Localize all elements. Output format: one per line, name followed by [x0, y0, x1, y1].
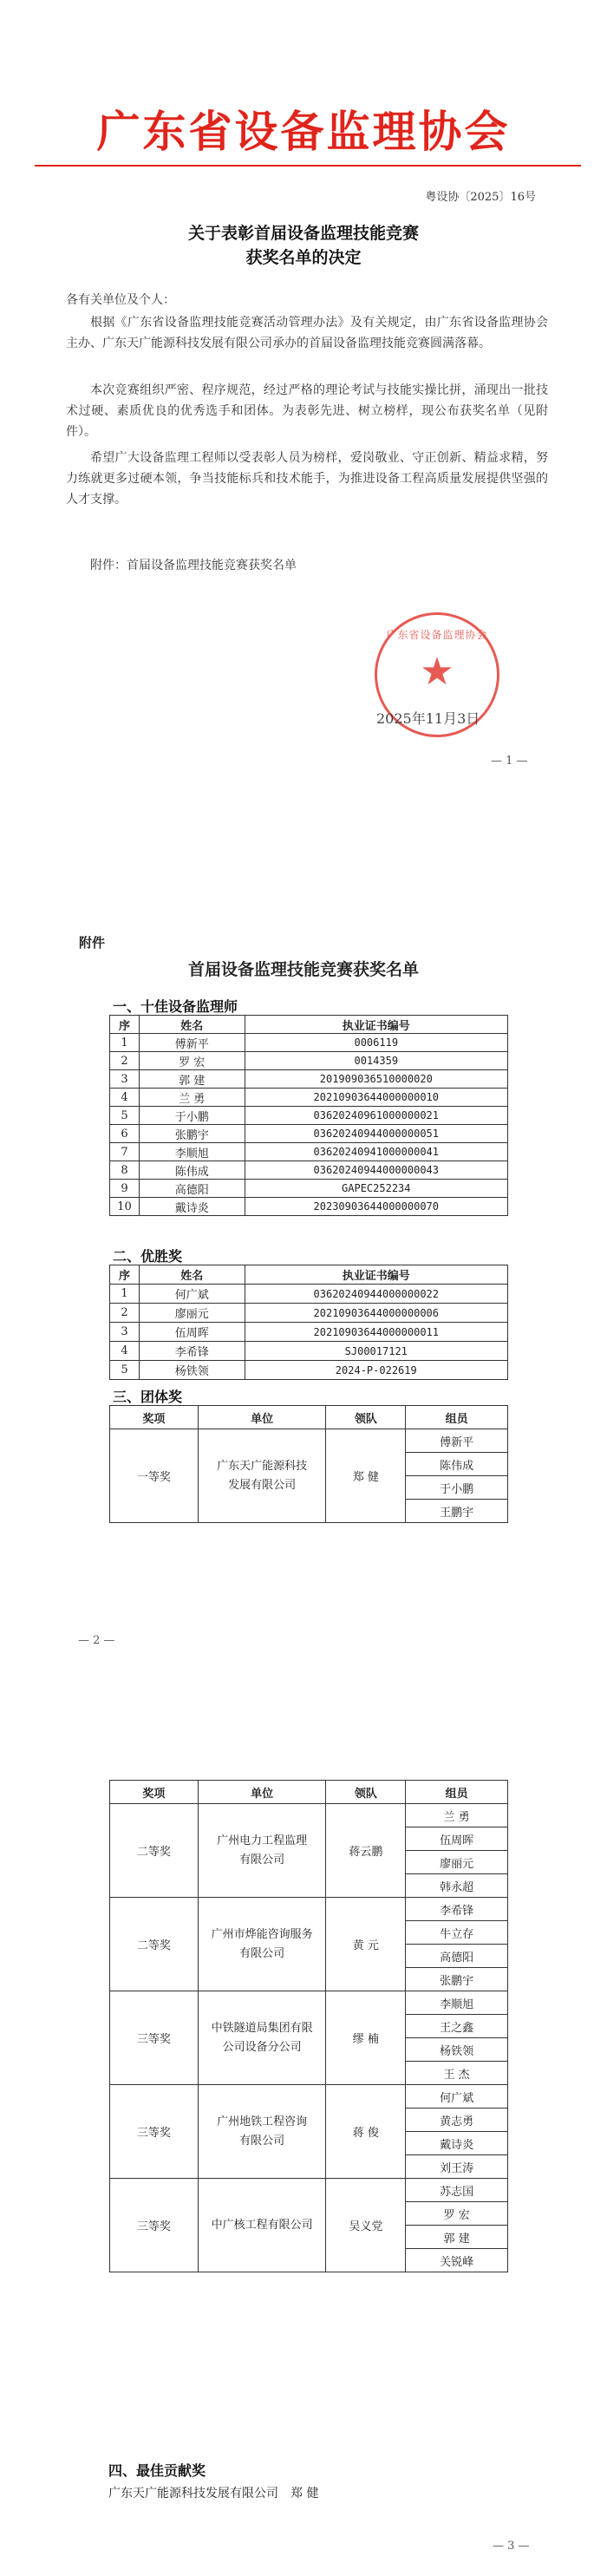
col-header-unit: 单位 [198, 1781, 326, 1804]
cert-number: SJ00017121 [245, 1342, 507, 1361]
award-level: 三等奖 [110, 1991, 199, 2085]
table-header-row [110, 1016, 508, 1034]
table-row [110, 1161, 508, 1180]
award-level: 三等奖 [110, 2085, 199, 2179]
team-unit [198, 2179, 326, 2272]
team-member: 王之鑫 [406, 2015, 508, 2038]
row-number: 4 [110, 1089, 140, 1107]
top10-table [109, 1015, 508, 1216]
cert-number: 20210903644000000011 [245, 1323, 507, 1342]
table-header-row [110, 1265, 508, 1285]
team-unit-line2: 有限公司 [239, 1853, 285, 1867]
team-member: 陈伟成 [406, 1453, 508, 1476]
team-member: 苏志国 [406, 2179, 508, 2202]
team-member: 李希锋 [406, 1898, 508, 1921]
team-member: 张鹏宇 [406, 1968, 508, 1991]
col-header-leader: 领队 [326, 1406, 406, 1429]
cert-number: 201909036510000020 [245, 1070, 507, 1089]
page-number-1: — 1 — [491, 755, 528, 768]
person-name: 傅新平 [139, 1034, 245, 1052]
table-row [110, 1804, 508, 1827]
team-member: 何广斌 [406, 2085, 508, 2109]
team-member: 王鹏宇 [406, 1500, 508, 1523]
org-title: 广东省设备监理协会 [96, 107, 511, 157]
doc-title-line2: 获奖名单的决定 [245, 248, 362, 267]
paragraph-2: 本次竞赛组织严密、程序规范，经过严格的理论考试与技能实操比拼，涌现出一批技术过硬、素质优良的优秀选手和团体。为表彰先进、树立榜样，现公布获奖名单（见附件）。 [66, 383, 548, 439]
col-header-name: 姓名 [139, 1016, 245, 1034]
person-name: 高德阳 [139, 1180, 245, 1198]
col-header-cert: 执业证书编号 [245, 1016, 507, 1034]
team-leader: 蒋 俊 [326, 2085, 406, 2179]
col-header-name: 姓名 [139, 1265, 245, 1285]
person-name: 张鹏宇 [139, 1125, 245, 1143]
team-leader: 吴义党 [326, 2179, 406, 2272]
col-header-no: 序 [110, 1016, 140, 1034]
team-unit-line1: 广州电力工程监理 [217, 1834, 308, 1847]
person-name: 戴诗炎 [139, 1198, 245, 1216]
table-header-row [110, 1781, 508, 1804]
table-row [110, 2085, 508, 2109]
table-row [110, 1198, 508, 1216]
person-name: 廖丽元 [139, 1304, 245, 1323]
person-name: 李顺旭 [139, 1143, 245, 1161]
team-unit [198, 1804, 326, 1898]
table-row [110, 1107, 508, 1125]
team-body [110, 1804, 508, 2272]
table-row [110, 1323, 508, 1342]
team-unit-line2: 发展有限公司 [228, 1478, 297, 1492]
row-number: 7 [110, 1143, 140, 1161]
row-number: 8 [110, 1161, 140, 1180]
team-unit [198, 1898, 326, 1991]
cert-number: 20210903644000000006 [245, 1304, 507, 1323]
cert-number: 0006119 [245, 1034, 507, 1052]
table-row [110, 1429, 508, 1453]
table-row [110, 1125, 508, 1143]
team-member: 伍周晖 [406, 1827, 508, 1851]
team-member: 关锐峰 [406, 2249, 508, 2272]
table-row [110, 1898, 508, 1921]
col-header-award: 奖项 [110, 1406, 199, 1429]
section-excellence-heading: 二、优胜奖 [113, 1248, 183, 1265]
team-member: 罗 宏 [406, 2202, 508, 2226]
salutation: 各有关单位及个人： [66, 293, 175, 307]
award-level: 一等奖 [110, 1429, 199, 1523]
team-member: 黄志勇 [406, 2109, 508, 2132]
person-name: 杨铁领 [139, 1361, 245, 1380]
table-row [110, 1304, 508, 1323]
team-first-table [109, 1405, 508, 1523]
team-member: 李顺旭 [406, 1991, 508, 2015]
cert-number: 03620240961000000021 [245, 1107, 507, 1125]
cert-number: 03620240941000000041 [245, 1143, 507, 1161]
team-unit-line1: 中广核工程有限公司 [211, 2218, 313, 2232]
person-name: 郭 建 [139, 1070, 245, 1089]
attachment-line: 附件：首届设备监理技能竞赛获奖名单 [90, 559, 297, 572]
excellence-body [110, 1285, 508, 1380]
seal-star-icon: ★ [420, 650, 454, 694]
team-member: 郭 建 [406, 2226, 508, 2249]
team-leader: 郑 健 [326, 1429, 406, 1523]
team-unit-line1: 广州市烨能咨询服务 [211, 1927, 313, 1941]
row-number: 5 [110, 1361, 140, 1380]
team-member: 王 杰 [406, 2062, 508, 2085]
team-unit-line2: 有限公司 [239, 1946, 285, 1960]
contribution-winner: 广东天广能源科技发展有限公司 郑 健 [108, 2487, 319, 2501]
table-row [110, 1180, 508, 1198]
team-unit [198, 2085, 326, 2179]
table-header-row [110, 1406, 508, 1429]
table-row [110, 2179, 508, 2202]
team-leader: 黄 元 [326, 1898, 406, 1991]
table-row [110, 1991, 508, 2015]
cert-number: 03620240944000000043 [245, 1161, 507, 1180]
cert-number: 0014359 [245, 1052, 507, 1070]
award-level: 二等奖 [110, 1804, 199, 1898]
team-member: 戴诗炎 [406, 2132, 508, 2155]
section-team-heading: 三、团体奖 [113, 1389, 183, 1405]
row-number: 2 [110, 1304, 140, 1323]
team-member: 兰 勇 [406, 1804, 508, 1827]
award-level: 二等奖 [110, 1898, 199, 1991]
team-unit-line2: 公司设备分公司 [222, 2040, 302, 2054]
col-header-award: 奖项 [110, 1781, 199, 1804]
team-unit-line2: 有限公司 [239, 2134, 285, 2148]
team-unit [198, 1429, 326, 1523]
excellence-table [109, 1265, 508, 1380]
document-number: 粤设协〔2025〕16号 [425, 191, 536, 204]
table-row [110, 1070, 508, 1089]
paragraph-1: 根据《广东省设备监理技能竞赛活动管理办法》及有关规定，由广东省设备监理协会主办、广东天广能源科技发展有限公司承办的首届设备监理技能竞赛圆满落幕。 [66, 316, 548, 350]
col-header-members: 组员 [406, 1781, 508, 1804]
team-first-body [110, 1429, 508, 1523]
row-number: 1 [110, 1285, 140, 1304]
table-row [110, 1143, 508, 1161]
team-member: 高德阳 [406, 1945, 508, 1968]
row-number: 2 [110, 1052, 140, 1070]
row-number: 4 [110, 1342, 140, 1361]
page-number-2: — 2 — [78, 1634, 115, 1647]
col-header-cert: 执业证书编号 [245, 1265, 507, 1285]
team-unit-line1: 广东天广能源科技 [217, 1459, 308, 1473]
col-header-members: 组员 [406, 1406, 508, 1429]
row-number: 1 [110, 1034, 140, 1052]
issue-date: 2025年11月3日 [376, 710, 480, 727]
section-top10-heading: 一、十佳设备监理师 [113, 998, 238, 1015]
team-member: 杨铁领 [406, 2038, 508, 2062]
row-number: 9 [110, 1180, 140, 1198]
row-number: 3 [110, 1323, 140, 1342]
cert-number: 03620240944000000022 [245, 1285, 507, 1304]
person-name: 兰 勇 [139, 1089, 245, 1107]
col-header-unit: 单位 [198, 1406, 326, 1429]
team-unit [198, 1991, 326, 2085]
team-leader: 蒋云鹏 [326, 1804, 406, 1898]
attachment-label: 附件 [79, 935, 106, 951]
table-row [110, 1052, 508, 1070]
team-member: 刘王涛 [406, 2155, 508, 2179]
cert-number: 2024-P-022619 [245, 1361, 507, 1380]
row-number: 6 [110, 1125, 140, 1143]
team-member: 韩永超 [406, 1874, 508, 1898]
row-number: 10 [110, 1198, 140, 1216]
paragraph-3: 希望广大设备监理工程师以受表彰人员为榜样，爱岗敬业、守正创新、精益求精，努力练就更多过硬本领，争当技能标兵和技术能手，为推进设备工程高质量发展提供坚强的人才支撑。 [66, 451, 548, 507]
seal-text: 广东省设备监理协会 [386, 629, 488, 641]
doc-title-line1: 关于表彰首届设备监理技能竞赛 [187, 224, 419, 243]
header-divider [35, 165, 581, 167]
top10-body [110, 1034, 508, 1216]
person-name: 李希锋 [139, 1342, 245, 1361]
col-header-no: 序 [110, 1265, 140, 1285]
person-name: 伍周晖 [139, 1323, 245, 1342]
team-member: 于小鹏 [406, 1476, 508, 1500]
table-row [110, 1034, 508, 1052]
table-row [110, 1361, 508, 1380]
team-leader: 缪 楠 [326, 1991, 406, 2085]
table-row [110, 1285, 508, 1304]
page-number-3: — 3 — [493, 2540, 530, 2553]
team-member: 傅新平 [406, 1429, 508, 1453]
award-level: 三等奖 [110, 2179, 199, 2272]
row-number: 3 [110, 1070, 140, 1089]
team-table-continued [109, 1780, 508, 2272]
cert-number: 03620240944000000051 [245, 1125, 507, 1143]
person-name: 于小鹏 [139, 1107, 245, 1125]
annex-title: 首届设备监理技能竞赛获奖名单 [187, 960, 419, 979]
person-name: 何广斌 [139, 1285, 245, 1304]
team-member: 廖丽元 [406, 1851, 508, 1874]
cert-number: 20230903644000000070 [245, 1198, 507, 1216]
cert-number: GAPEC252234 [245, 1180, 507, 1198]
person-name: 罗 宏 [139, 1052, 245, 1070]
section-contribution-heading: 四、最佳贡献奖 [108, 2462, 206, 2479]
cert-number: 20210903644000000010 [245, 1089, 507, 1107]
person-name: 陈伟成 [139, 1161, 245, 1180]
table-row [110, 1089, 508, 1107]
col-header-leader: 领队 [326, 1781, 406, 1804]
row-number: 5 [110, 1107, 140, 1125]
table-row [110, 1342, 508, 1361]
team-unit-line1: 中铁隧道局集团有限 [211, 2021, 313, 2035]
team-unit-line1: 广州地铁工程咨询 [217, 2115, 308, 2128]
team-member: 牛立存 [406, 1921, 508, 1945]
